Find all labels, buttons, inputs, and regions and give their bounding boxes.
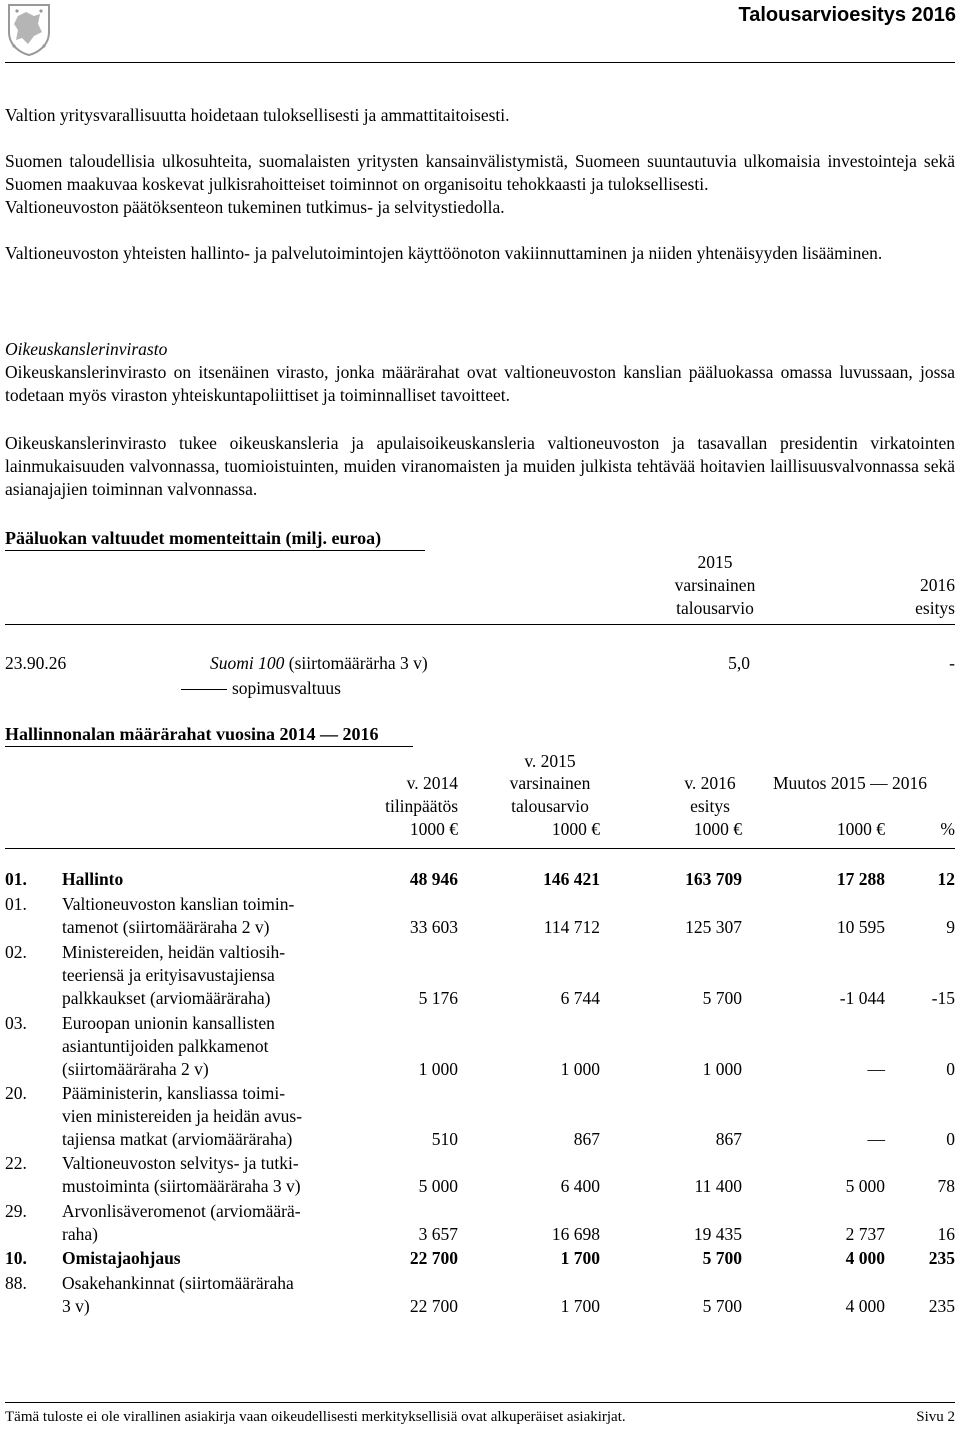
row-2015: 6 744 [560,988,600,1009]
row-2015: 16 698 [551,1224,600,1245]
row-2014: 5 000 [418,1176,458,1197]
row-number: 29. [5,1201,27,1221]
oikeus-heading: Oikeuskanslerinvirasto [5,339,168,359]
row-label: tamenot (siirtomääräraha 2 v) [62,917,270,938]
table-header-divider [5,848,955,849]
intro-paragraph-3: Valtioneuvoston päätöksenteon tukeminen tutkimus- ja selvitystiedolla. [5,197,505,217]
sub-dash [181,689,227,690]
row-2014: 510 [431,1129,458,1150]
row-2014: 22 700 [409,1248,458,1268]
coat-of-arms-logo [6,2,52,56]
row-muutos: 4 000 [845,1296,885,1317]
valtuudet-heading: Pääluokan valtuudet momenteittain (milj. euroa) [5,528,382,548]
footer-divider [5,1402,955,1403]
row-2014: 48 946 [409,869,458,889]
row-2016: 11 400 [694,1176,742,1197]
row-label: Arvonlisäveromenot (arviomäärä- [62,1201,301,1221]
intro-paragraph-2: Suomen taloudellisia ulkosuhteita, suomalaisten yritysten kansainvälistymistä, Suomeen suuntautuvia ulkomaisia investointeja sekä Suomen maakuvaa koskevat julkisrahoitteiset toiminnot on organisoitu tehokkaasti ja tuloksellisesti. [5,151,955,194]
row-number: 02. [5,942,27,962]
intro-paragraph-1: Valtion yritysvarallisuutta hoidetaan tuloksellisesti ja ammattitaitoisesti. [5,105,510,125]
row-2015: 114 712 [543,917,600,938]
row-2016: 867 [715,1129,742,1150]
row-number: 22. [5,1153,27,1173]
row-muutos: 4 000 [845,1248,885,1268]
intro-paragraph-4: Valtioneuvoston yhteisten hallinto- ja palvelutoimintojen käyttöönoton vakiinnuttaminen ja niiden yhtenäisyyden lisääminen. [5,243,883,263]
row-pct: 12 [937,869,955,889]
col-2014-sub: tilinpäätös [385,796,458,816]
row-number: 88. [5,1273,27,1293]
valtuudet-row-name-rest: (siirtomäärärha 3 v) [288,653,428,673]
row-label: tajiensa matkat (arviomääräraha) [62,1129,293,1150]
heading-underline [5,550,425,551]
row-label: Osakehankinnat (siirtomääräraha [62,1273,294,1293]
row-pct: 235 [928,1248,955,1268]
row-2014: 3 657 [418,1224,458,1245]
row-label: Valtioneuvoston kanslian toimin- [62,894,295,914]
row-number: 01. [5,894,27,914]
row-pct: 78 [937,1176,955,1197]
row-2014: 5 176 [418,988,458,1009]
valtuudet-col2-line2: esitys [915,598,955,618]
row-2016: 5 700 [702,988,742,1009]
row-2014: 33 603 [409,917,458,938]
valtuudet-row-2015: 5,0 [728,653,750,673]
oikeus-paragraph-2: Oikeuskanslerinvirasto tukee oikeuskansleria ja apulaisoikeuskansleria valtioneuvoston ja tasavallan presidentin virkatointen lainmukaisuuden valvonnassa, tuomioistuinten, muiden viranomaisten ja muiden julkista tehtävää hoitavien laillisuusvalvonnassa sekä asianajajien toiminnan valvonnassa. [5,433,955,499]
row-2014: 22 700 [409,1296,458,1317]
col-muutos-label: Muutos 2015 — 2016 [772,773,928,793]
row-muutos: -1 044 [839,988,885,1009]
row-label: vien ministereiden ja heidän avus- [62,1106,303,1127]
row-number: 10. [5,1248,27,1268]
col-muutos-unit: 1000 € [836,819,885,839]
valtuudet-row-sub: sopimusvaltuus [232,678,341,698]
row-2015: 6 400 [560,1176,600,1197]
row-pct: 235 [928,1296,955,1317]
oikeus-paragraph-1: Oikeuskanslerinvirasto on itsenäinen virasto, jonka määrärahat ovat valtioneuvoston kanslian pääluokassa omassa luvussaan, jossa todetaan myös viraston yhteiskuntapoliittiset ja toiminnalliset tavoitteet. [5,362,955,405]
col-2014-unit: 1000 € [409,819,458,839]
row-label: Ministereiden, heidän valtiosih- [62,942,286,962]
row-2015: 1 700 [560,1248,600,1268]
valtuudet-row-name-italic-1: Suomi [210,653,254,673]
col-2016-label: v. 2016 [684,773,736,793]
valtuudet-col1-line1: 2015 [697,552,733,572]
row-label: Valtioneuvoston selvitys- ja tutki- [62,1153,299,1173]
row-2015: 1 000 [560,1059,600,1080]
row-pct: -15 [931,988,955,1009]
row-label: palkkaukset (arviomääräraha) [62,988,271,1009]
row-number: 03. [5,1013,27,1033]
row-2016: 125 307 [685,917,742,938]
valtuudet-header-divider [5,624,955,625]
row-label: Hallinto [62,869,124,889]
row-muutos: 5 000 [845,1176,885,1197]
row-muutos: — [867,1129,885,1150]
valtuudet-row-name [210,652,428,674]
valtuudet-col2-line1: 2016 [920,575,955,595]
row-2016: 5 700 [702,1248,742,1268]
row-number: 01. [5,869,27,889]
valtuudet-row-2016: - [949,653,955,673]
row-2014: 1 000 [418,1059,458,1080]
row-muutos: 10 595 [836,917,885,938]
row-pct: 0 [946,1059,955,1080]
row-label: Pääministerin, kansliassa toimi- [62,1083,286,1103]
row-label: Omistajaohjaus [62,1248,181,1268]
row-label: (siirtomääräraha 2 v) [62,1059,209,1080]
valtuudet-col1-line3: talousarvio [676,598,754,618]
col-2015-label: v. 2015 [524,751,576,771]
valtuudet-row-name-italic-2: 100 [258,653,285,673]
row-2016: 5 700 [702,1296,742,1317]
col-2016-unit: 1000 € [693,819,742,839]
row-muutos: 2 737 [845,1224,885,1245]
col-pct-unit: % [940,819,955,839]
row-pct: 16 [937,1224,955,1245]
col-2015-sub2: talousarvio [511,796,589,816]
row-2015: 867 [573,1129,600,1150]
row-2016: 1 000 [702,1059,742,1080]
row-label: raha) [62,1224,98,1245]
document-title: Talousarvioesitys 2016 [738,4,956,26]
row-2016: 163 709 [685,869,742,889]
col-2016-sub: esitys [690,796,730,816]
row-2016: 19 435 [693,1224,742,1245]
col-2014-label: v. 2014 [406,773,458,793]
maararahat-heading: Hallinnonalan määrärahat vuosina 2014 — 2016 [5,724,379,744]
row-pct: 0 [946,1129,955,1150]
row-label: 3 v) [62,1296,90,1317]
heading-underline [5,746,413,747]
row-label: asiantuntijoiden palkkamenot [62,1036,269,1057]
valtuudet-col1-line2: varsinainen [674,575,756,595]
row-2015: 1 700 [560,1296,600,1317]
header-divider [5,62,955,63]
row-number: 20. [5,1083,27,1103]
footer-note: Tämä tuloste ei ole virallinen asiakirja vaan oikeudellisesti merkityksellisiä ovat alkuperäiset asiakirjat. [5,1409,626,1425]
valtuudet-row-code: 23.90.26 [5,653,67,673]
row-muutos: 17 288 [836,869,885,889]
row-muutos: — [867,1059,885,1080]
col-2015-unit: 1000 € [551,819,600,839]
page-number: Sivu 2 [916,1409,955,1425]
row-label: mustoiminta (siirtomääräraha 3 v) [62,1176,301,1197]
col-2015-sub1: varsinainen [509,773,591,793]
row-2015: 146 421 [543,869,600,889]
row-label: Euroopan unionin kansallisten [62,1013,275,1033]
row-label: teeriensä ja erityisavustajiensa [62,965,275,986]
row-pct: 9 [946,917,955,938]
